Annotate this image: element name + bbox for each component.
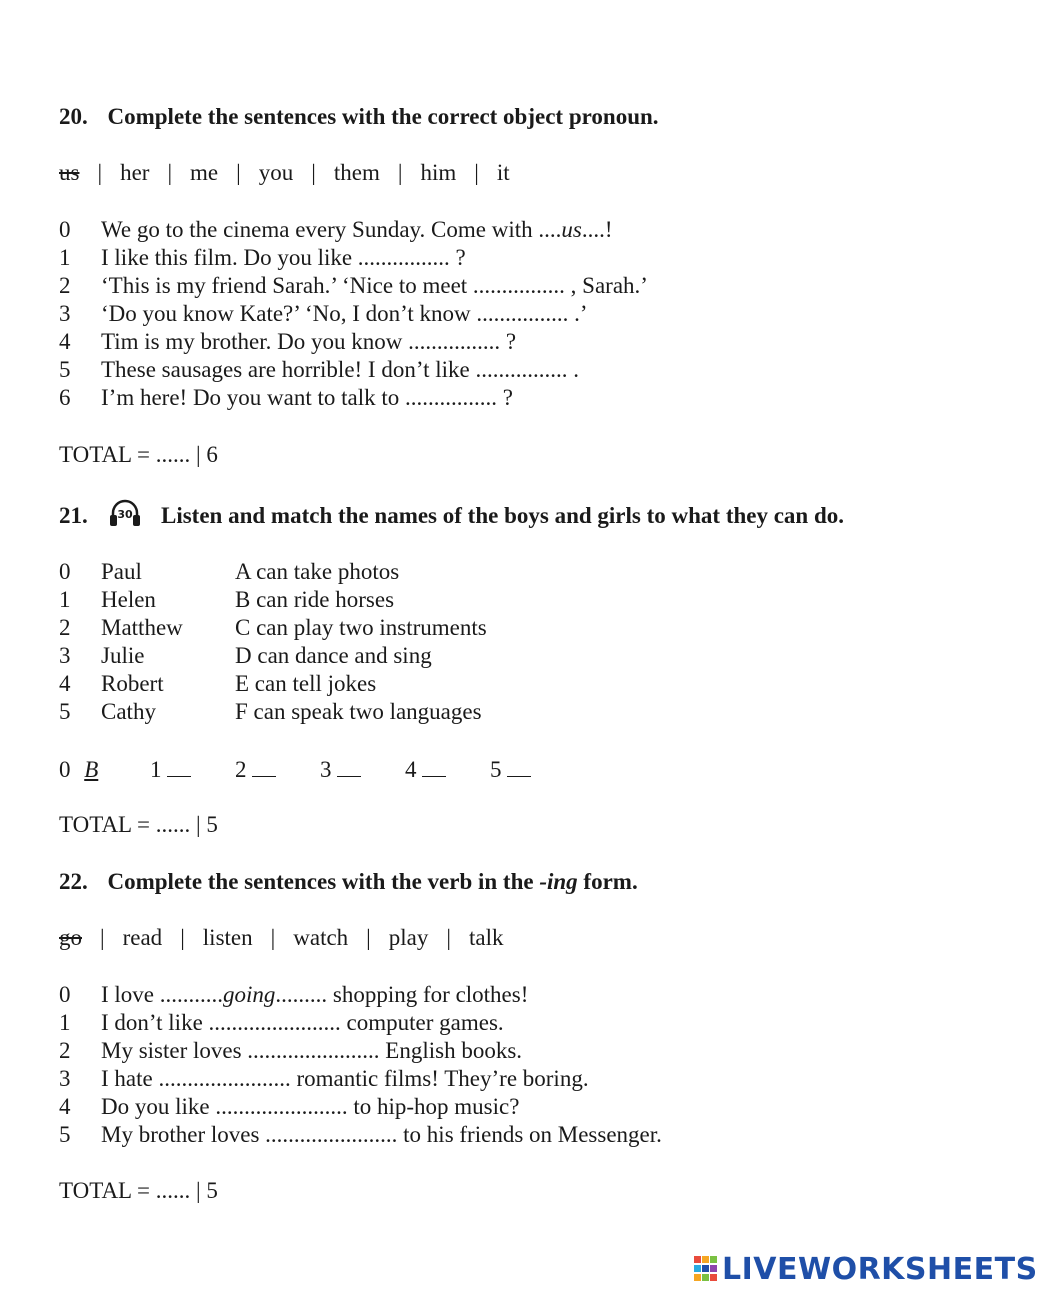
answer-blank[interactable]	[252, 758, 276, 777]
section-20-number: 20.	[59, 104, 88, 129]
section-20-title: Complete the sentences with the correct object pronoun.	[107, 104, 659, 129]
separator: |	[446, 925, 451, 950]
sentence-text[interactable]: I’m here! Do you want to talk to ................ ?	[101, 385, 513, 410]
answer-slot: 0 B	[59, 757, 106, 782]
headphones-icon[interactable]	[108, 498, 142, 528]
sentence-number: 5	[59, 357, 71, 382]
match-number: 5	[59, 699, 71, 724]
answer-blank[interactable]	[507, 758, 531, 777]
section-22-word-bank	[59, 925, 504, 951]
section-21-number: 21.	[59, 503, 88, 528]
separator: |	[236, 160, 241, 185]
sentence-number: 0	[59, 217, 71, 242]
separator: |	[100, 925, 105, 950]
match-name: Julie	[101, 643, 145, 668]
sentence-number: 1	[59, 1010, 71, 1035]
answer-blank[interactable]	[422, 758, 446, 777]
section-20-total: TOTAL = ...... | 6	[59, 442, 218, 467]
match-name: Matthew	[101, 615, 183, 640]
match-name: Paul	[101, 559, 142, 584]
section-20-heading	[59, 104, 659, 130]
match-number: 1	[59, 587, 71, 612]
sentence-number: 4	[59, 1094, 71, 1119]
liveworksheets-logo[interactable]	[694, 1252, 1038, 1286]
match-number: 0	[59, 559, 71, 584]
word-bank-item: her	[120, 160, 150, 185]
sentence-number: 0	[59, 982, 71, 1007]
sentence-number: 5	[59, 1122, 71, 1147]
match-answers	[59, 757, 569, 783]
sentence-text[interactable]: These sausages are horrible! I don’t like ................ .	[101, 357, 579, 382]
sentence-text: I love ...........going......... shopping for clothes!	[101, 982, 529, 1007]
separator: |	[366, 925, 371, 950]
answer-slot[interactable]: 3	[320, 757, 361, 782]
sentence-text[interactable]: My brother loves ....................... to his friends on Messenger.	[101, 1122, 662, 1147]
answer-blank[interactable]	[337, 758, 361, 777]
word-bank-item: him	[420, 160, 457, 185]
sentence-text[interactable]: I like this film. Do you like ................ ?	[101, 245, 466, 270]
match-number: 2	[59, 615, 71, 640]
word-bank-item: it	[496, 160, 510, 185]
match-activity: F can speak two languages	[235, 699, 482, 724]
sentence-number: 4	[59, 329, 71, 354]
sentence-number: 2	[59, 273, 71, 298]
match-number: 3	[59, 643, 71, 668]
separator: |	[97, 160, 103, 185]
answer-slot[interactable]: 5	[490, 757, 531, 782]
liveworksheets-logo-icon	[694, 1256, 718, 1282]
match-activity: A can take photos	[235, 559, 400, 584]
sentence-number: 3	[59, 301, 71, 326]
separator: |	[180, 925, 185, 950]
sentence-text: We go to the cinema every Sunday. Come with ....us....!	[101, 217, 613, 242]
word-bank-item: me	[190, 160, 219, 185]
match-activity: B can ride horses	[235, 587, 395, 612]
sentence-text[interactable]: I don’t like ....................... computer games.	[101, 1010, 504, 1035]
section-22-title: Complete the sentences with the verb in the -ing form.	[107, 869, 638, 894]
match-activity: C can play two instruments	[235, 615, 487, 640]
liveworksheets-logo-text: LIVEWORKSHEETS	[722, 1251, 1038, 1287]
sentence-text[interactable]: I hate ....................... romantic films! They’re boring.	[101, 1066, 589, 1091]
separator: |	[474, 160, 479, 185]
separator: |	[167, 160, 173, 185]
sentence-number: 6	[59, 385, 71, 410]
answer-slot[interactable]: 1	[150, 757, 191, 782]
word-bank-item: you	[258, 160, 294, 185]
answer-blank-example: B	[84, 757, 99, 782]
sentence-text[interactable]: Do you like ....................... to hip-hop music?	[101, 1094, 520, 1119]
word-bank-item: watch	[293, 925, 349, 950]
match-name: Helen	[101, 587, 156, 612]
section-22-total: TOTAL = ...... | 5	[59, 1178, 218, 1203]
word-bank-item: us	[59, 160, 80, 185]
word-bank-item: play	[388, 925, 429, 950]
separator: |	[311, 160, 316, 185]
answer-slot[interactable]: 2	[235, 757, 276, 782]
section-20-word-bank	[59, 160, 510, 186]
sentence-text[interactable]: ‘Do you know Kate?’ ‘No, I don’t know ................ .’	[101, 301, 588, 326]
sentence-number: 1	[59, 245, 71, 270]
section-21-title: Listen and match the names of the boys and girls to what they can do.	[161, 503, 845, 528]
example-answer: going	[223, 982, 276, 1007]
match-name: Robert	[101, 671, 164, 696]
word-bank-item: them	[333, 160, 380, 185]
section-22-heading	[59, 869, 638, 895]
example-answer: us	[561, 217, 582, 242]
sentence-text[interactable]: Tim is my brother. Do you know ................ ?	[101, 329, 517, 354]
word-bank-item: listen	[202, 925, 253, 950]
match-name: Cathy	[101, 699, 156, 724]
match-activity: E can tell jokes	[235, 671, 377, 696]
word-bank-item: go	[59, 925, 82, 950]
separator: |	[397, 160, 403, 185]
sentence-text[interactable]: ‘This is my friend Sarah.’ ‘Nice to meet ................ , Sarah.’	[101, 273, 648, 298]
match-number: 4	[59, 671, 71, 696]
answer-blank[interactable]	[167, 758, 191, 777]
separator: |	[270, 925, 276, 950]
sentence-number: 2	[59, 1038, 71, 1063]
sentence-text[interactable]: My sister loves ....................... English books.	[101, 1038, 523, 1063]
audio-track-number: 30	[117, 508, 133, 521]
word-bank-item: talk	[469, 925, 504, 950]
sentence-number: 3	[59, 1066, 71, 1091]
answer-slot[interactable]: 4	[405, 757, 446, 782]
word-bank-item: read	[122, 925, 163, 950]
section-21-total: TOTAL = ...... | 5	[59, 812, 218, 837]
match-activity: D can dance and sing	[235, 643, 432, 668]
section-22-number: 22.	[59, 869, 88, 894]
